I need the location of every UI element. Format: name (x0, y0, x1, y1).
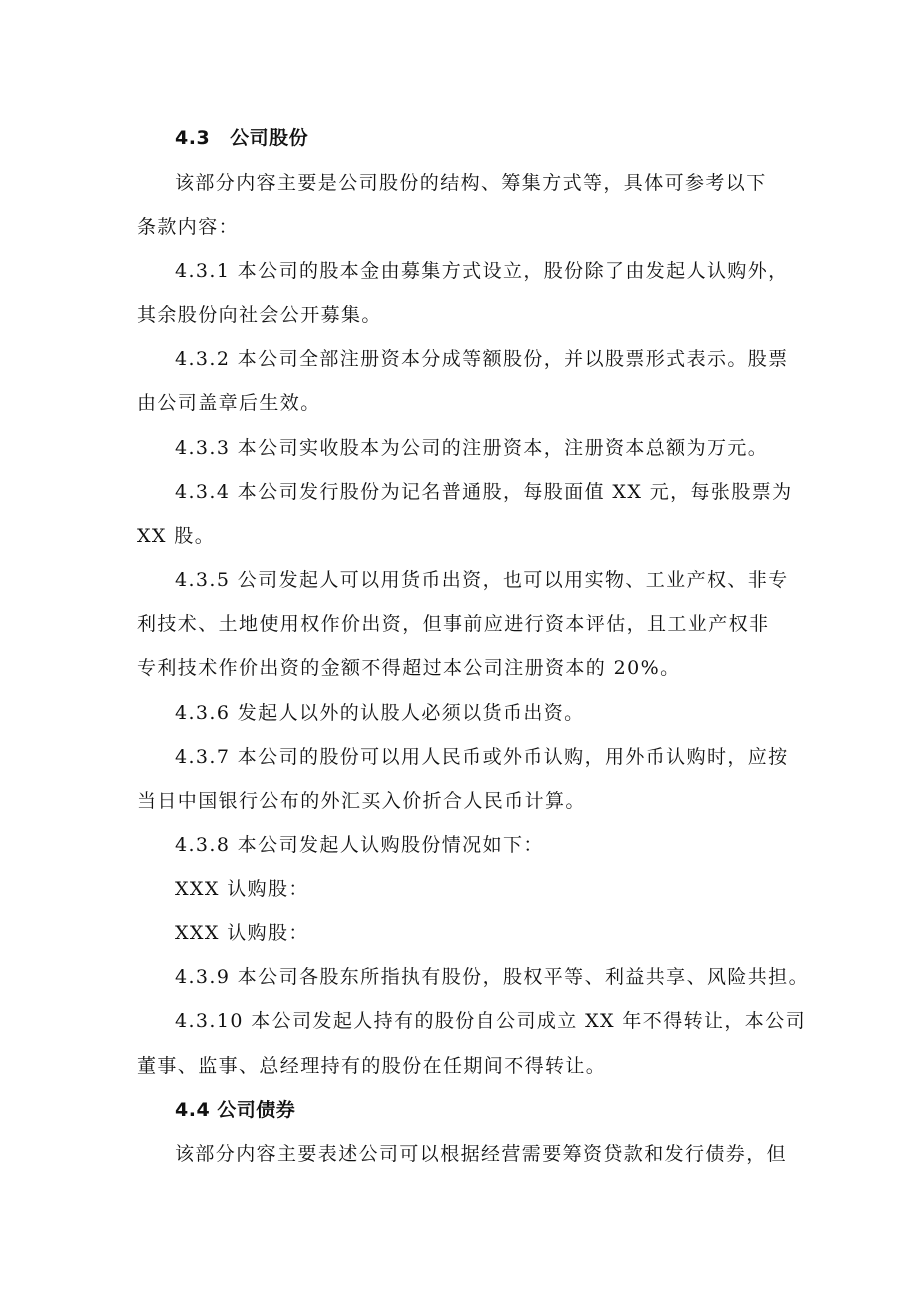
clause-4-3-10-line: 4.3.10 本公司发起人持有的股份自公司成立 XX 年不得转让，本公司 (175, 1010, 807, 1032)
clause-4-3-8-line: 4.3.8 本公司发起人认购股份情况如下： (175, 834, 544, 856)
clause-4-3-3-line: 4.3.3 本公司实收股本为公司的注册资本，注册资本总额为万元。 (175, 437, 769, 459)
section-heading-4-4: 4.4 公司债券 (175, 1099, 296, 1121)
clause-4-3-5-line: 4.3.5 公司发起人可以用货币出资，也可以用实物、工业产权、非专 (175, 569, 789, 591)
clause-4-3-2-line: 由公司盖章后生效。 (137, 392, 321, 414)
clause-4-3-5-line: 专利技术作价出资的金额不得超过本公司注册资本的 20%。 (137, 657, 681, 679)
paragraph-line: 该部分内容主要表述公司可以根据经营需要筹资贷款和发行债券，但 (175, 1143, 788, 1165)
clause-4-3-4-line: 4.3.4 本公司发行股份为记名普通股，每股面值 XX 元，每张股票为 (175, 481, 793, 503)
clause-4-3-7-line: 当日中国银行公布的外汇买入价折合人民币计算。 (137, 790, 586, 812)
clause-4-3-4-line: XX 股。 (137, 525, 216, 547)
clause-4-3-5-line: 利技术、土地使用权作价出资，但事前应进行资本评估，且工业产权非 (137, 613, 770, 635)
section-number: 4.3 (175, 127, 211, 149)
subscriber-line: XXX 认购股： (175, 922, 309, 944)
subscriber-line: XXX 认购股： (175, 878, 309, 900)
paragraph-line: 条款内容： (137, 216, 240, 238)
paragraph-line: 该部分内容主要是公司股份的结构、筹集方式等，具体可参考以下 (175, 172, 767, 194)
section-title: 公司股份 (230, 127, 309, 149)
clause-4-3-1-line: 4.3.1 本公司的股本金由募集方式设立，股份除了由发起人认购外， (175, 260, 789, 282)
section-heading-4-3 (175, 124, 308, 152)
clause-4-3-7-line: 4.3.7 本公司的股份可以用人民币或外币认购，用外币认购时，应按 (175, 746, 789, 768)
clause-4-3-6-line: 4.3.6 发起人以外的认股人必须以货币出资。 (175, 702, 585, 724)
clause-4-3-2-line: 4.3.2 本公司全部注册资本分成等额股份，并以股票形式表示。股票 (175, 348, 789, 370)
clause-4-3-10-line: 董事、监事、总经理持有的股份在任期间不得转让。 (137, 1055, 607, 1077)
clause-4-3-9-line: 4.3.9 本公司各股东所指执有股份，股权平等、利益共享、风险共担。 (175, 966, 809, 988)
clause-4-3-1-line: 其余股份向社会公开募集。 (137, 304, 382, 326)
